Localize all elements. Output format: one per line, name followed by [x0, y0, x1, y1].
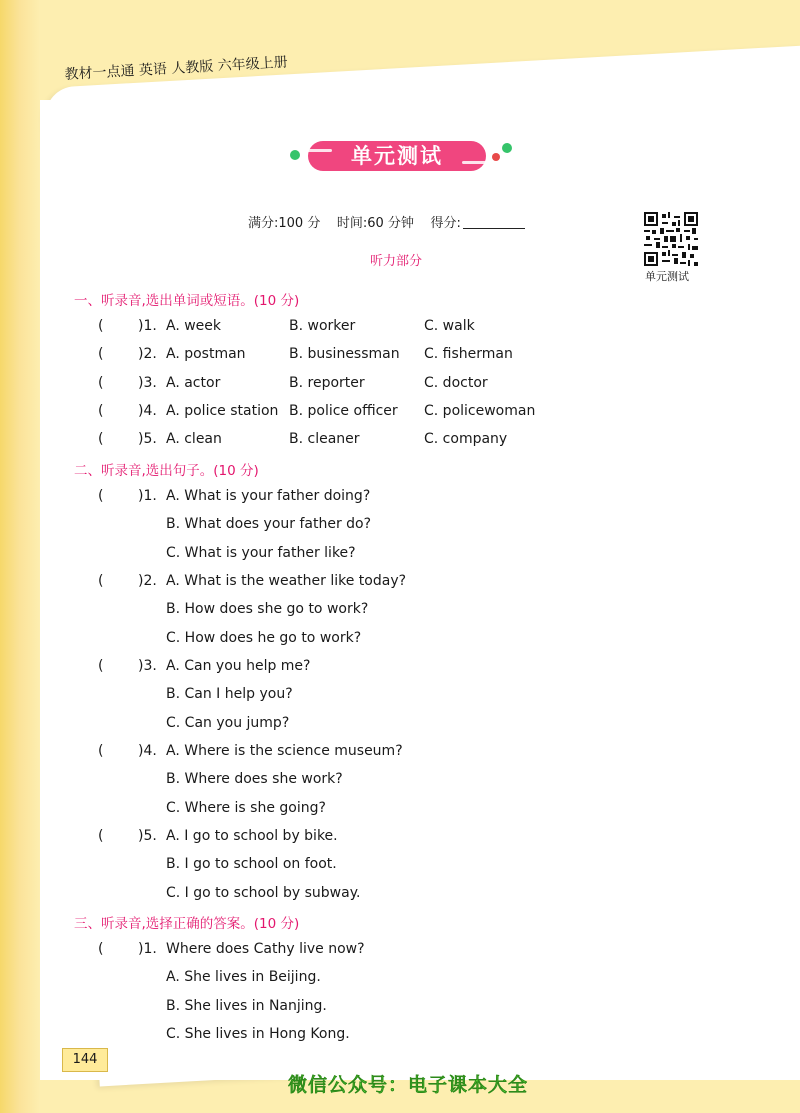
question-number: )3. — [138, 375, 157, 391]
green-dot-right — [500, 141, 514, 155]
option-b: B. What does your father do? — [166, 516, 372, 532]
option-b: B. I go to school on foot. — [166, 856, 337, 872]
question-number: )1. — [138, 488, 157, 504]
option-a: A. What is your father doing? — [166, 488, 371, 504]
question-number: )2. — [138, 573, 157, 589]
answer-paren[interactable]: ( — [98, 743, 104, 759]
option-c: C. What is your father like? — [166, 545, 356, 561]
watermark-text: 微信公众号：电子课本大全 — [288, 1074, 529, 1096]
qr-code[interactable] — [644, 212, 698, 270]
title-banner — [294, 139, 500, 173]
question-number: )4. — [138, 403, 157, 419]
option-c: C. How does he go to work? — [166, 630, 362, 646]
score-label: 得分: — [430, 216, 461, 231]
option-b: B. Can I help you? — [166, 686, 293, 702]
answer-paren[interactable]: ( — [98, 941, 104, 957]
option-a: A. Where is the science museum? — [166, 743, 403, 759]
test-meta — [248, 212, 525, 231]
option-c: C. Can you jump? — [166, 715, 290, 731]
option-c: C. Where is she going? — [166, 800, 326, 816]
answer-paren[interactable]: ( — [98, 658, 104, 674]
time-limit: 时间:60 分钟 — [336, 216, 414, 231]
section3-heading: 三、听录音,选择正确的答案。(10 分) — [74, 916, 300, 932]
red-dot-right — [490, 151, 502, 163]
question-number: )5. — [138, 431, 157, 447]
full-score: 满分:100 分 — [248, 216, 321, 231]
answer-paren[interactable]: ( — [98, 403, 104, 419]
option-b: B. businessman — [289, 346, 400, 362]
option-c: C. I go to school by subway. — [166, 885, 361, 901]
question-number: )3. — [138, 658, 157, 674]
option-a: A. postman — [166, 346, 246, 362]
question-number: )5. — [138, 828, 157, 844]
section2-heading: 二、听录音,选出句子。(10 分) — [74, 463, 259, 479]
option-c: C. walk — [424, 318, 475, 334]
answer-paren[interactable]: ( — [98, 573, 104, 589]
page-number: 144 — [62, 1048, 108, 1072]
option-c: C. She lives in Hong Kong. — [166, 1026, 350, 1042]
option-a: A. She lives in Beijing. — [166, 969, 321, 985]
option-c: C. company — [424, 431, 508, 447]
option-a: A. I go to school by bike. — [166, 828, 338, 844]
option-b: B. cleaner — [289, 431, 360, 447]
option-b: B. worker — [289, 318, 356, 334]
option-a: A. clean — [166, 431, 222, 447]
book-header: 教材一点通 英语 人教版 六年级上册 — [64, 54, 289, 83]
section1-heading: 一、听录音,选出单词或短语。(10 分) — [74, 293, 300, 309]
green-dot-left — [288, 148, 302, 162]
page-title: 单元测试 — [351, 144, 443, 168]
question-number: )2. — [138, 346, 157, 362]
option-b: B. reporter — [289, 375, 365, 391]
question-number: )4. — [138, 743, 157, 759]
option-b: B. She lives in Nanjing. — [166, 998, 327, 1014]
score-blank[interactable] — [463, 214, 525, 229]
qr-caption: 单元测试 — [645, 270, 689, 283]
answer-paren[interactable]: ( — [98, 431, 104, 447]
option-b: B. Where does she work? — [166, 771, 343, 787]
option-b: B. police officer — [289, 403, 398, 419]
qr-code-icon — [644, 212, 698, 266]
option-a: A. police station — [166, 403, 279, 419]
question-number: )1. — [138, 318, 157, 334]
question-number: )1. — [138, 941, 157, 957]
answer-paren[interactable]: ( — [98, 375, 104, 391]
answer-paren[interactable]: ( — [98, 828, 104, 844]
answer-paren[interactable]: ( — [98, 318, 104, 334]
option-a: A. Can you help me? — [166, 658, 311, 674]
option-b: B. How does she go to work? — [166, 601, 369, 617]
option-a: A. actor — [166, 375, 221, 391]
option-c: C. fisherman — [424, 346, 513, 362]
answer-paren[interactable]: ( — [98, 488, 104, 504]
option-c: C. policewoman — [424, 403, 536, 419]
option-a: A. week — [166, 318, 222, 334]
option-c: C. doctor — [424, 375, 488, 391]
part-title: 听力部分 — [370, 254, 423, 269]
question-text: Where does Cathy live now? — [166, 941, 365, 957]
answer-paren[interactable]: ( — [98, 346, 104, 362]
option-a: A. What is the weather like today? — [166, 573, 407, 589]
